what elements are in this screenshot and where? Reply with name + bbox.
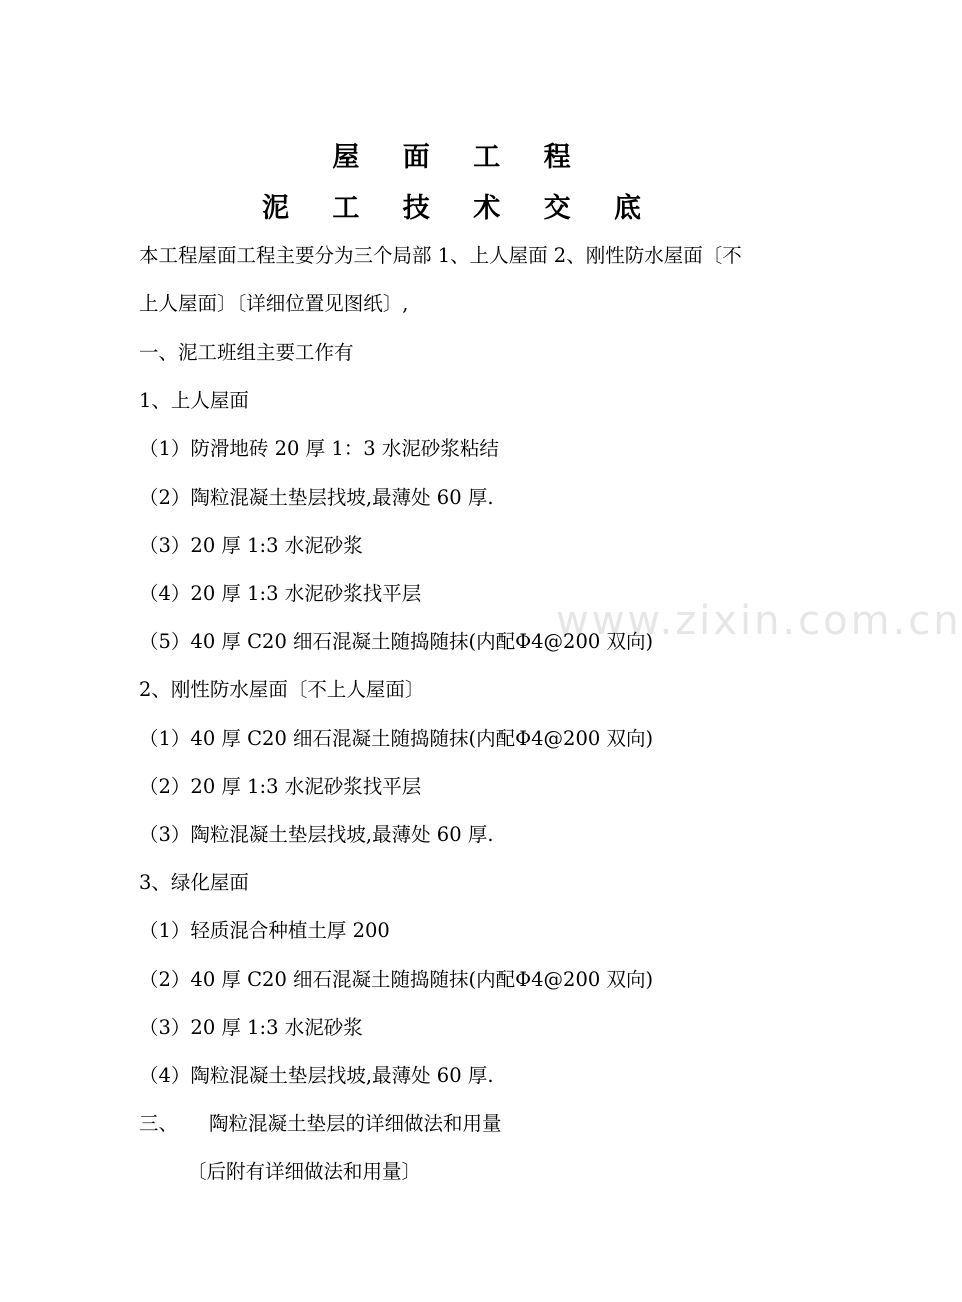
part-1-item: （5）40 厚 C20 细石混凝土随捣随抹(内配Φ4@200 双向): [139, 630, 654, 653]
part-3-item: （2）40 厚 C20 细石混凝土随捣随抹(内配Φ4@200 双向): [139, 968, 654, 991]
part-2-item: （3）陶粒混凝土垫层找坡,最薄处 60 厚.: [139, 823, 494, 846]
part-3-item: （4）陶粒混凝土垫层找坡,最薄处 60 厚.: [139, 1064, 494, 1087]
intro-paragraph-line-1: 本工程屋面工程主要分为三个局部 1、上人屋面 2、刚性防水屋面〔不: [139, 244, 742, 267]
watermark: www.zixin.com.cn: [556, 598, 962, 644]
part-1-item: （4）20 厚 1:3 水泥砂浆找平层: [139, 582, 422, 605]
intro-paragraph-line-2: 上人屋面〕〔详细位置见图纸〕,: [139, 292, 409, 315]
part-3-heading: 3、绿化屋面: [139, 871, 249, 894]
part-3-item: （3）20 厚 1:3 水泥砂浆: [139, 1016, 363, 1039]
part-1-item: （1）防滑地砖 20 厚 1：3 水泥砂浆粘结: [139, 437, 499, 460]
document-subtitle: 泥 工 技 术 交 底: [262, 193, 658, 224]
part-1-heading: 1、上人屋面: [139, 389, 249, 412]
part-1-item: （3）20 厚 1:3 水泥砂浆: [139, 534, 363, 557]
document-title: 屋 面 工 程: [332, 142, 588, 173]
section-1-heading: 一、泥工班组主要工作有: [139, 341, 354, 364]
part-3-item: （1）轻质混合种植土厚 200: [139, 919, 390, 942]
part-2-heading: 2、刚性防水屋面〔不上人屋面〕: [139, 678, 425, 701]
part-2-item: （1）40 厚 C20 细石混凝土随捣随抹(内配Φ4@200 双向): [139, 727, 654, 750]
section-3-heading: 三、 陶粒混凝土垫层的详细做法和用量: [139, 1112, 502, 1135]
part-1-item: （2）陶粒混凝土垫层找坡,最薄处 60 厚.: [139, 486, 494, 509]
section-3-note: 〔后附有详细做法和用量〕: [187, 1160, 422, 1183]
part-2-item: （2）20 厚 1:3 水泥砂浆找平层: [139, 775, 422, 798]
